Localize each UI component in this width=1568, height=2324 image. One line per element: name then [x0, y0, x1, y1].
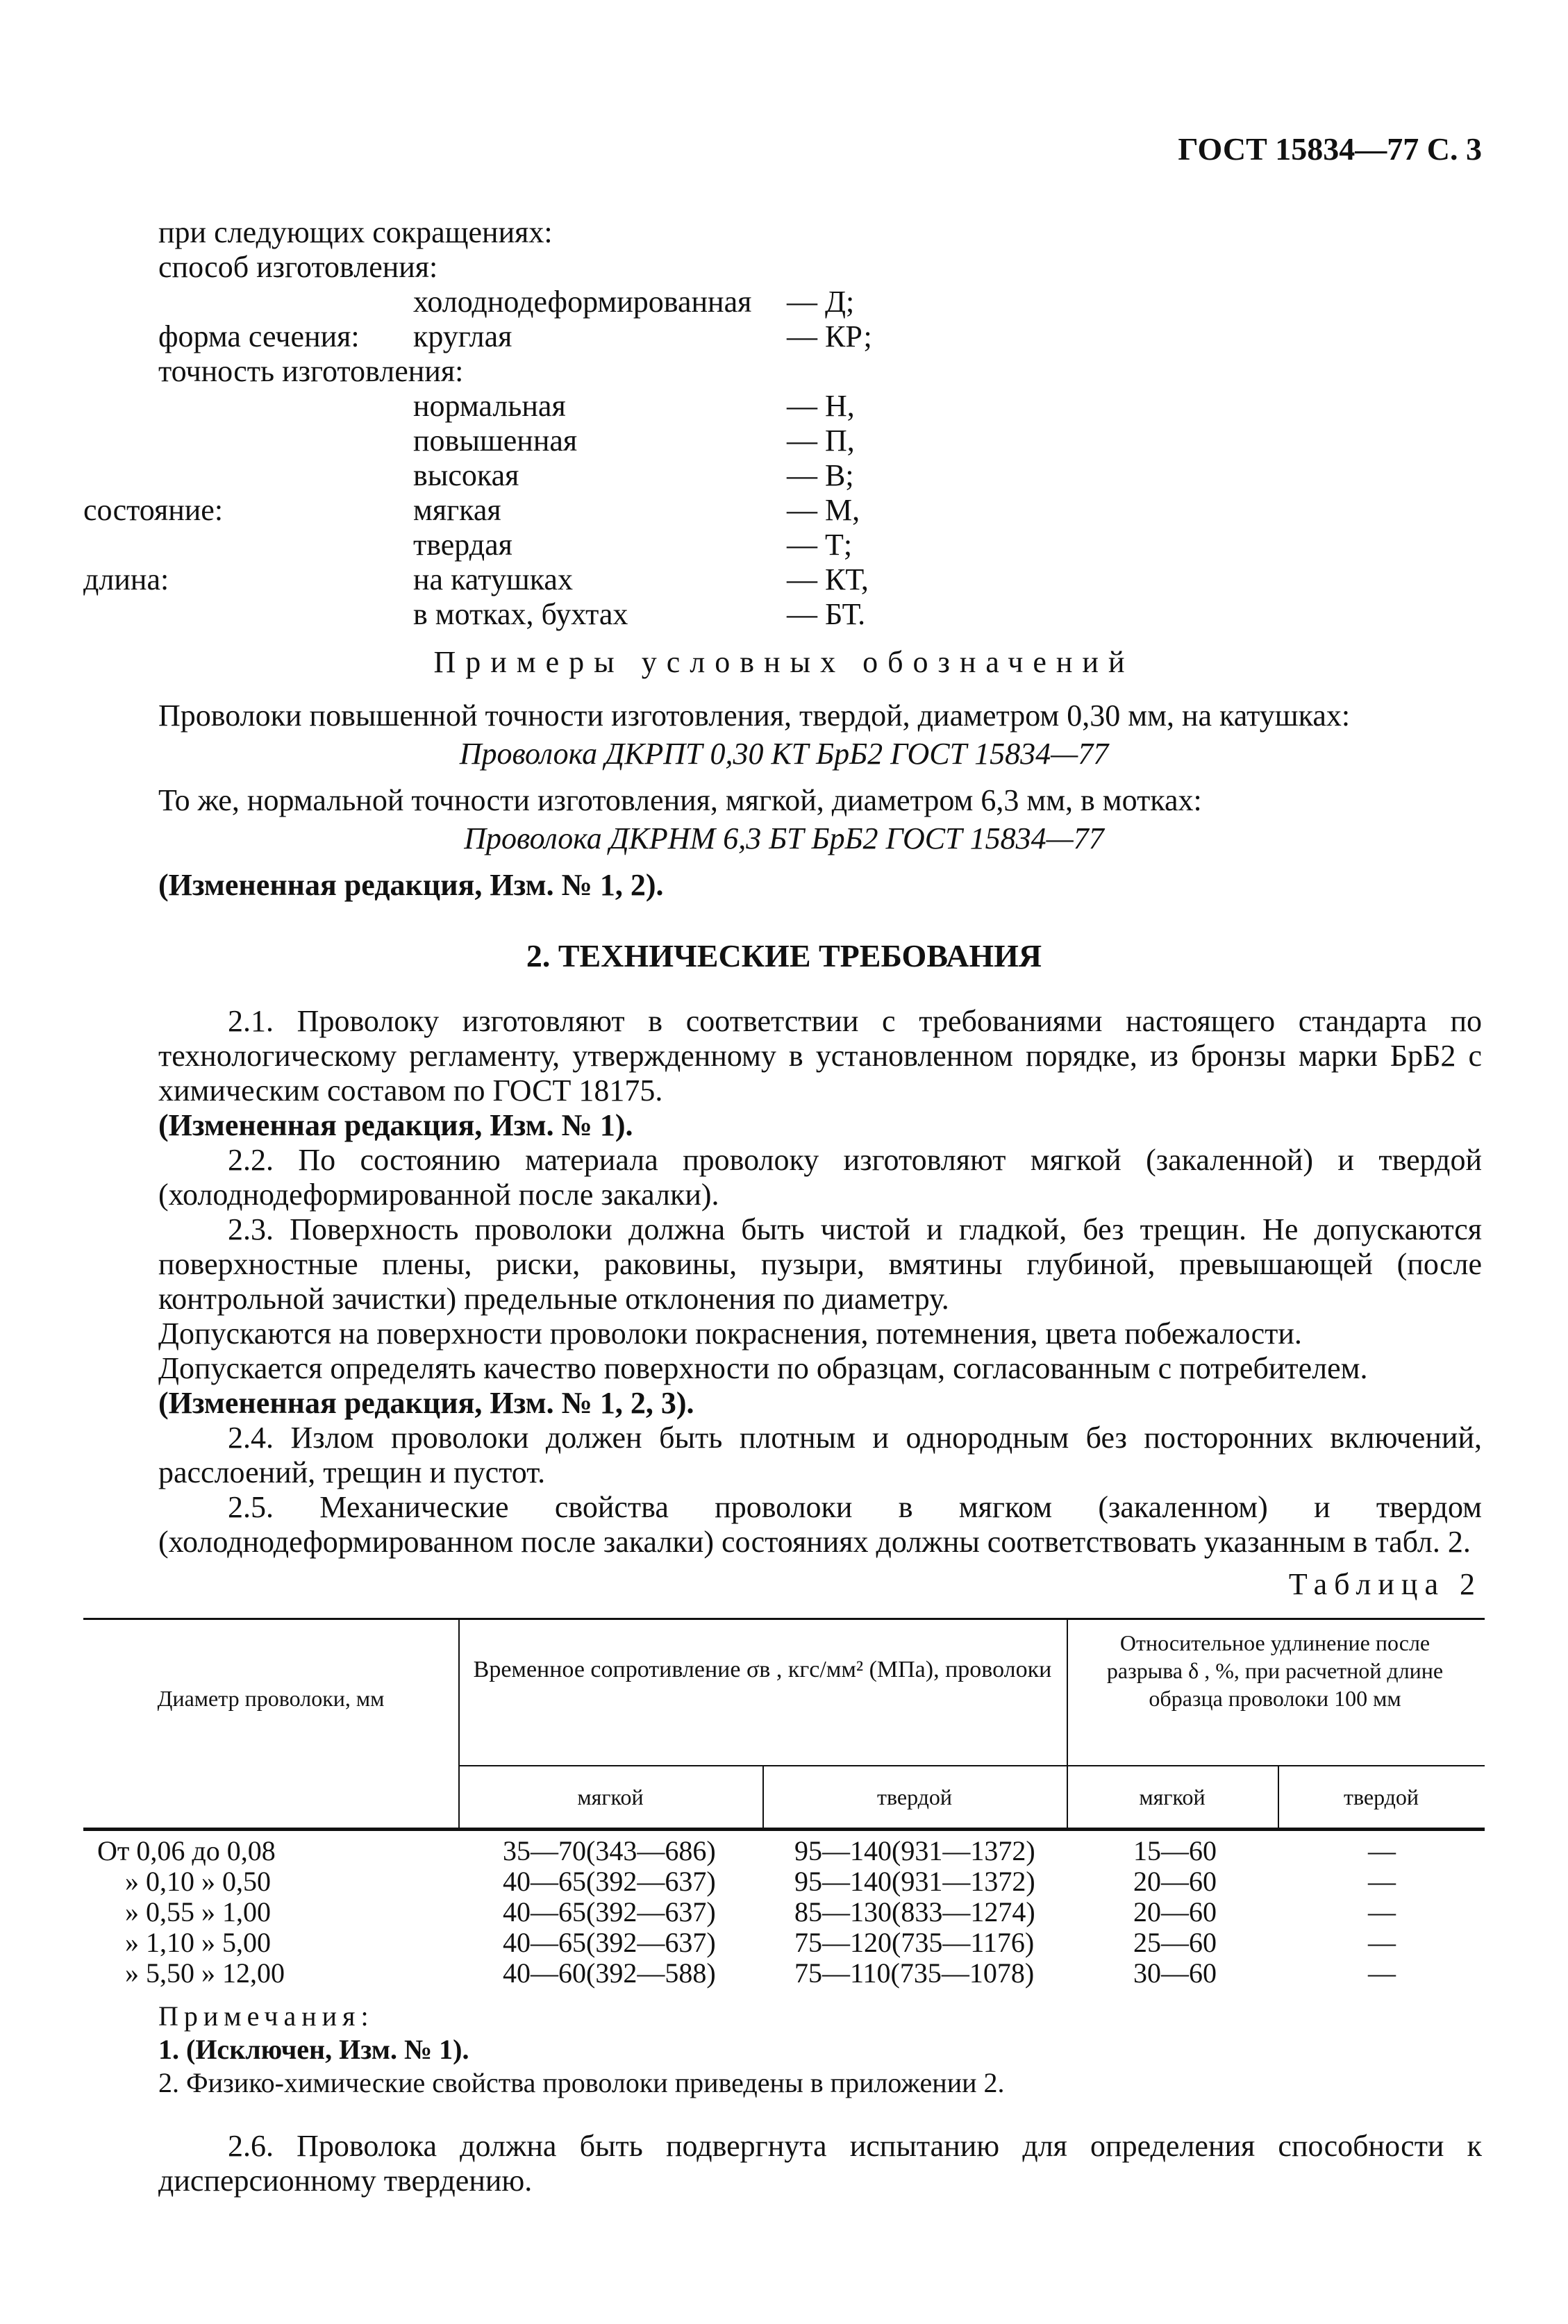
- table-cell-elong-hard: —: [1368, 1866, 1396, 1897]
- table-cell-elong-hard: —: [1368, 1835, 1396, 1866]
- table-cell-strength-soft: 40—60(392—588): [503, 1957, 716, 1989]
- precision-code: — П,: [787, 424, 855, 458]
- note-2: 2. Физико-химические свойства проволоки приведены в приложении 2.: [158, 2067, 1005, 2098]
- table-cell-diameter: » 0,55 » 1,00: [125, 1896, 271, 1928]
- section-title: 2. ТЕХНИЧЕСКИЕ ТРЕБОВАНИЯ: [526, 938, 1042, 973]
- column-header-diameter: Диаметр проволоки, мм: [157, 1686, 385, 1711]
- table-cell-elong-soft: 20—60: [1133, 1896, 1217, 1928]
- table-cell-strength-hard: 95—140(931—1372): [794, 1835, 1035, 1866]
- paragraph-2-5: 2.5. Механические свойства проволоки в мягком (закаленном) и твердом (холоднодеформированном после закалки) состояниях должны соответствовать указанным в табл. 2.: [158, 1490, 1482, 1559]
- length-code: — БТ.: [787, 597, 866, 631]
- table-cell-strength-soft: 40—65(392—637): [503, 1896, 716, 1928]
- precision-value: повышенная: [413, 424, 578, 458]
- state-value: твердая: [413, 528, 512, 562]
- length-label: длина:: [83, 562, 169, 596]
- paragraph-2-3c: Допускается определять качество поверхности по образцам, согласованным с потребителем.: [158, 1351, 1368, 1385]
- example-2-code: Проволока ДКРНМ 6,3 БТ БрБ2 ГОСТ 15834—77: [464, 821, 1104, 855]
- state-label: состояние:: [83, 493, 224, 527]
- state-value: мягкая: [413, 493, 501, 527]
- table-cell-elong-hard: —: [1368, 1927, 1396, 1958]
- abbrev-intro: при следующих сокращениях:: [158, 215, 553, 249]
- precision-value: высокая: [413, 458, 519, 492]
- shape-code: — КР;: [787, 319, 872, 353]
- shape-label: форма сечения:: [158, 319, 360, 353]
- paragraph-2-3: 2.3. Поверхность проволоки должна быть чистой и гладкой, без трещин. Не допускаются поверхностные плены, риски, раковины, пузыри, вмятины глубиной, превышающей (после контрольной зачистки) предельные отклонения по диаметру.: [158, 1212, 1482, 1316]
- table-top-rule: [83, 1618, 1485, 1620]
- page-header: ГОСТ 15834—77 С. 3: [1178, 131, 1482, 167]
- subheader-soft: мягкой: [1139, 1784, 1206, 1809]
- example-2-text: То же, нормальной точности изготовления, мягкой, диаметром 6,3 мм, в мотках:: [158, 783, 1202, 817]
- example-1-code: Проволока ДКРПТ 0,30 КТ БрБ2 ГОСТ 15834—77: [459, 737, 1109, 771]
- table-cell-elong-hard: —: [1368, 1896, 1396, 1928]
- precision-value: нормальная: [413, 389, 566, 423]
- state-code: — М,: [787, 493, 860, 527]
- table-header-rule: [83, 1828, 1485, 1831]
- paragraph-2-4: 2.4. Излом проволоки должен быть плотным и однородным без посторонних включений, расслоений, трещин и пустот.: [158, 1421, 1482, 1489]
- table-divider: [458, 1618, 460, 1830]
- subheader-hard: твердой: [876, 1784, 953, 1809]
- paragraph-2-1: 2.1. Проволоку изготовляют в соответствии с требованиями настоящего стандарта по технологическому регламенту, утвержденному в установленном порядке, из бронзы марки БрБ2 с химическим составом по ГОСТ 18175.: [158, 1004, 1482, 1107]
- table-cell-diameter: » 1,10 » 5,00: [125, 1927, 271, 1958]
- paragraph-2-6: 2.6. Проволока должна быть подвергнута испытанию для определения способности к дисперсионному твердению.: [158, 2129, 1482, 2198]
- table-cell-elong-hard: —: [1368, 1957, 1396, 1989]
- method-label: способ изготовления:: [158, 250, 438, 284]
- paragraph-2-3b: Допускаются на поверхности проволоки покраснения, потемнения, цвета побежалости.: [158, 1316, 1302, 1351]
- table-cell-strength-hard: 75—110(735—1078): [794, 1957, 1035, 1989]
- revision-note: (Измененная редакция, Изм. № 1, 2, 3).: [158, 1386, 694, 1420]
- table-cell-diameter: » 0,10 » 0,50: [125, 1866, 271, 1897]
- table-cell-diameter: » 5,50 » 12,00: [125, 1957, 285, 1989]
- table-mid-rule: [458, 1765, 1485, 1766]
- table-cell-elong-soft: 15—60: [1133, 1835, 1217, 1866]
- length-code: — КТ,: [787, 562, 869, 596]
- table-cell-strength-hard: 95—140(931—1372): [794, 1866, 1035, 1897]
- table-cell-elong-soft: 20—60: [1133, 1866, 1217, 1897]
- column-header-strength: Временное сопротивление σв , кгс/мм² (МПа), проволоки: [473, 1657, 1052, 1682]
- table-divider: [1067, 1618, 1068, 1830]
- method-code: — Д;: [787, 285, 855, 319]
- length-value: в мотках, бухтах: [413, 597, 628, 631]
- example-1-text: Проволоки повышенной точности изготовления, твердой, диаметром 0,30 мм, на катушках:: [158, 699, 1351, 733]
- precision-code: — Н,: [787, 389, 855, 423]
- notes-title: Примечания:: [158, 2000, 374, 2032]
- precision-code: — В;: [787, 458, 854, 492]
- table-cell-strength-hard: 75—120(735—1176): [794, 1927, 1035, 1958]
- shape-value: круглая: [413, 319, 512, 353]
- paragraph-2-2: 2.2. По состоянию материала проволоку изготовляют мягкой (закаленной) и твердой (холоднодеформированной после закалки).: [158, 1143, 1482, 1212]
- table-divider: [762, 1765, 764, 1830]
- table-cell-diameter: От 0,06 до 0,08: [97, 1835, 276, 1866]
- precision-label: точность изготовления:: [158, 354, 464, 388]
- table-title: Таблица 2: [1288, 1567, 1482, 1601]
- table-cell-strength-soft: 40—65(392—637): [503, 1866, 716, 1897]
- table-cell-elong-soft: 25—60: [1133, 1927, 1217, 1958]
- revision-note: (Измененная редакция, Изм. № 1, 2).: [158, 868, 664, 902]
- subheader-soft: мягкой: [577, 1784, 644, 1809]
- method-value: холоднодеформированная: [413, 285, 752, 319]
- revision-note: (Измененная редакция, Изм. № 1).: [158, 1108, 633, 1142]
- state-code: — Т;: [787, 528, 853, 562]
- table-cell-strength-soft: 35—70(343—686): [503, 1835, 716, 1866]
- note-1: 1. (Исключен, Изм. № 1).: [158, 2034, 469, 2065]
- table-cell-elong-soft: 30—60: [1133, 1957, 1217, 1989]
- table-cell-strength-hard: 85—130(833—1274): [794, 1896, 1035, 1928]
- table-divider: [1278, 1765, 1279, 1830]
- table-cell-strength-soft: 40—65(392—637): [503, 1927, 716, 1958]
- subheader-hard: твердой: [1343, 1784, 1419, 1809]
- length-value: на катушках: [413, 562, 573, 596]
- column-header-elongation: Относительное удлинение после разрыва δ , %, при расчетной длине образца проволоки 100 мм: [1106, 1630, 1444, 1711]
- examples-title: Примеры условных обозначений: [433, 645, 1135, 679]
